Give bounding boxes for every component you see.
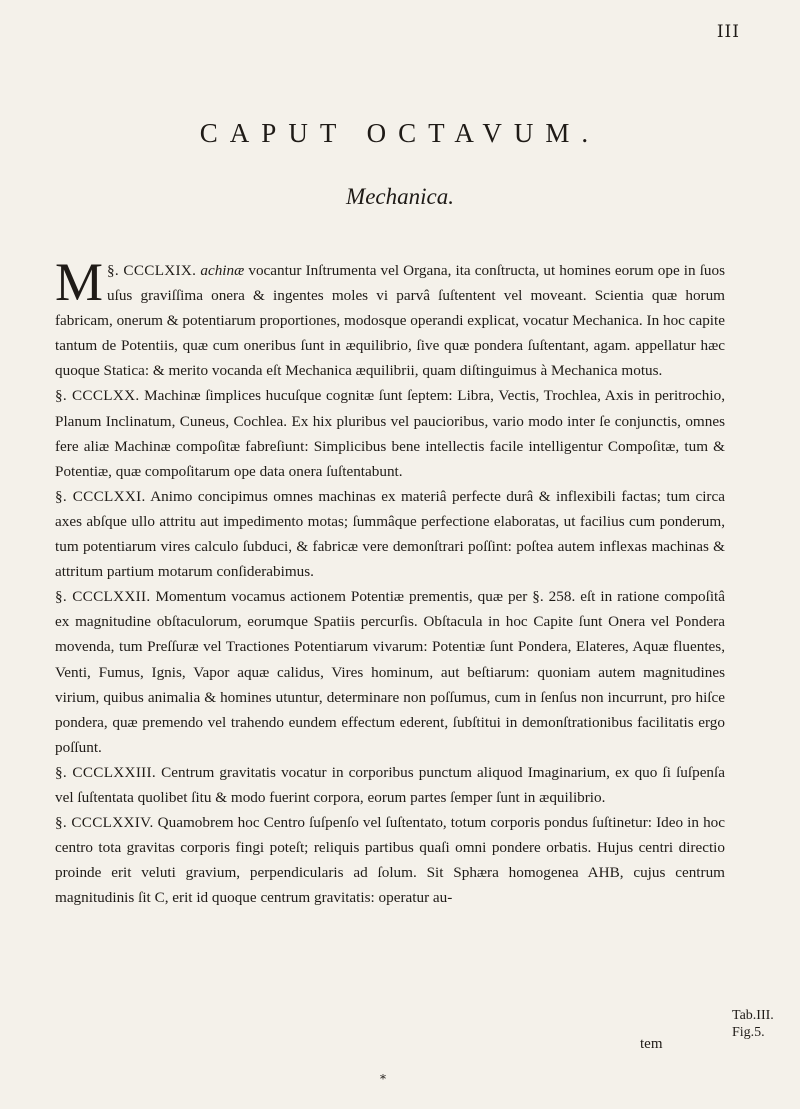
paragraph-text: Momentum vocamus actionem Potentiæ prementis, quæ per §. 258. eſt in ratione compoſitâ ex magnitudine obſtaculorum, eorumque Spatiis percurſis. Obſtacula in hoc Capite ſunt Onera vel Pondera movenda, tum Preſſuræ vel Tractiones Potentiarum vivarum: Potentiæ ſunt Pondera, Elateres, Aquæ fluentes, Venti, Fumus, Ignis, Vapor aquæ calidus, Vires hominum, aut beſtiarum: quoniam autem magnitudines virium, quibus animalia & homines utuntur, determinare non poſſumus, cum in ſenſus non incurrunt, pro hiſce pondera, quæ premendo vel trahendo eundem effectum ederent, ſubſtitui in demonſtrationibus facilitatis ergo poſſunt. bbox=[55, 588, 725, 756]
drop-cap: M bbox=[55, 252, 104, 312]
section-number: §. CCCLXIX. bbox=[107, 262, 197, 279]
lead-word: achinæ bbox=[200, 262, 245, 279]
section-title: Mechanica. bbox=[346, 184, 454, 209]
paragraph-text: Centrum gravitatis vocatur in corporibus punctum aliquod Imaginarium, ex quo ſi ſuſpenſa vel ſuſtentata quolibet ſitu & modo fuerint corpora, eorum partes ſemper ſunt in æquilibrio. bbox=[55, 763, 725, 806]
page-number: III bbox=[716, 22, 740, 42]
paragraph-372 bbox=[55, 584, 725, 760]
paragraph-text: Quamobrem hoc Centro ſuſpenſo vel ſuſtentato, totum corporis pondus ſuſtinetur: Ideo in hoc centro tota gravitas corporis fingi poteſt; reliquis partibus quaſi omni pondere orbatis. Hujus centri directio proinde erit veluti gravium, perpendicularis ad ſolum. Sit Sphæra homogenea AHB, cujus centrum magnitudinis ſit C, erit id quoque centrum gravitatis: operatur au- bbox=[55, 814, 725, 907]
body-text bbox=[55, 252, 726, 910]
paragraph-374 bbox=[55, 810, 725, 910]
section-number: §. CCCLXXII. bbox=[55, 588, 151, 606]
paragraph-371 bbox=[55, 484, 725, 584]
paragraph-text: Animo concipimus omnes machinas ex materiâ perfecte durâ & inflexibili factas; tum circa axes abſque ullo attritu aut impedimento motas; ſummâque perfectione elaboratas, ut facilius cum ponderum, tum potentiarum vires calculo ſubduci, & fabricæ vere demonſtrari poſſint: poſtea autem inflexas machinas & attritum partium motarum conſiderabimus. bbox=[55, 487, 725, 581]
signature-mark: * bbox=[380, 1072, 386, 1086]
section-number: §. CCCLXXIII. bbox=[55, 763, 156, 781]
chapter-title: CAPUT OCTAVUM. bbox=[199, 118, 601, 148]
section-number: §. CCCLXX. bbox=[55, 387, 140, 405]
margin-note: Tab.III. Fig.5. bbox=[732, 1008, 774, 1040]
paragraph-370 bbox=[55, 383, 725, 483]
section-number: §. CCCLXXI. bbox=[55, 487, 146, 505]
catchword: tem bbox=[640, 1036, 663, 1052]
paragraph-373 bbox=[55, 760, 725, 810]
section-number: §. CCCLXXIV. bbox=[55, 814, 154, 832]
paragraph-369 bbox=[55, 252, 726, 383]
paragraph-text: Machinæ ſimplices hucuſque cognitæ ſunt ſeptem: Libra, Vectis, Trochlea, Axis in peritrochio, Planum Inclinatum, Cuneus, Cochlea. Ex hix pluribus vel paucioribus, vario modo inter ſe conjunctis, omnes fere aliæ Machinæ compoſitæ fabreſiunt: Simplicibus bene intellectis facile intelligentur Compoſitæ, tum & Potentiæ, quæ compoſitarum ope data onera ſuſtentabunt. bbox=[55, 387, 725, 480]
paragraph-text: vocantur Inſtrumenta vel Organa, ita conſtructa, ut homines eorum ope in ſuos uſus graviſſima onera & ingentes moles vi parvâ ſuſtentent vel moveant. Scientia quæ horum fabricam, onerum & potentiarum proportiones, modosque operandi explicat, vocatur Mechanica. In hoc capite tantum de Potentiis, quæ cum oneribus ſunt in æquilibrio, ſive quæ pondera ſuſtentant, agam. appellatur hæc quoque Statica: & merito vocanda eſt Mechanica æquilibrii, quam diſtinguimus à Mechanica motus. bbox=[55, 262, 726, 380]
